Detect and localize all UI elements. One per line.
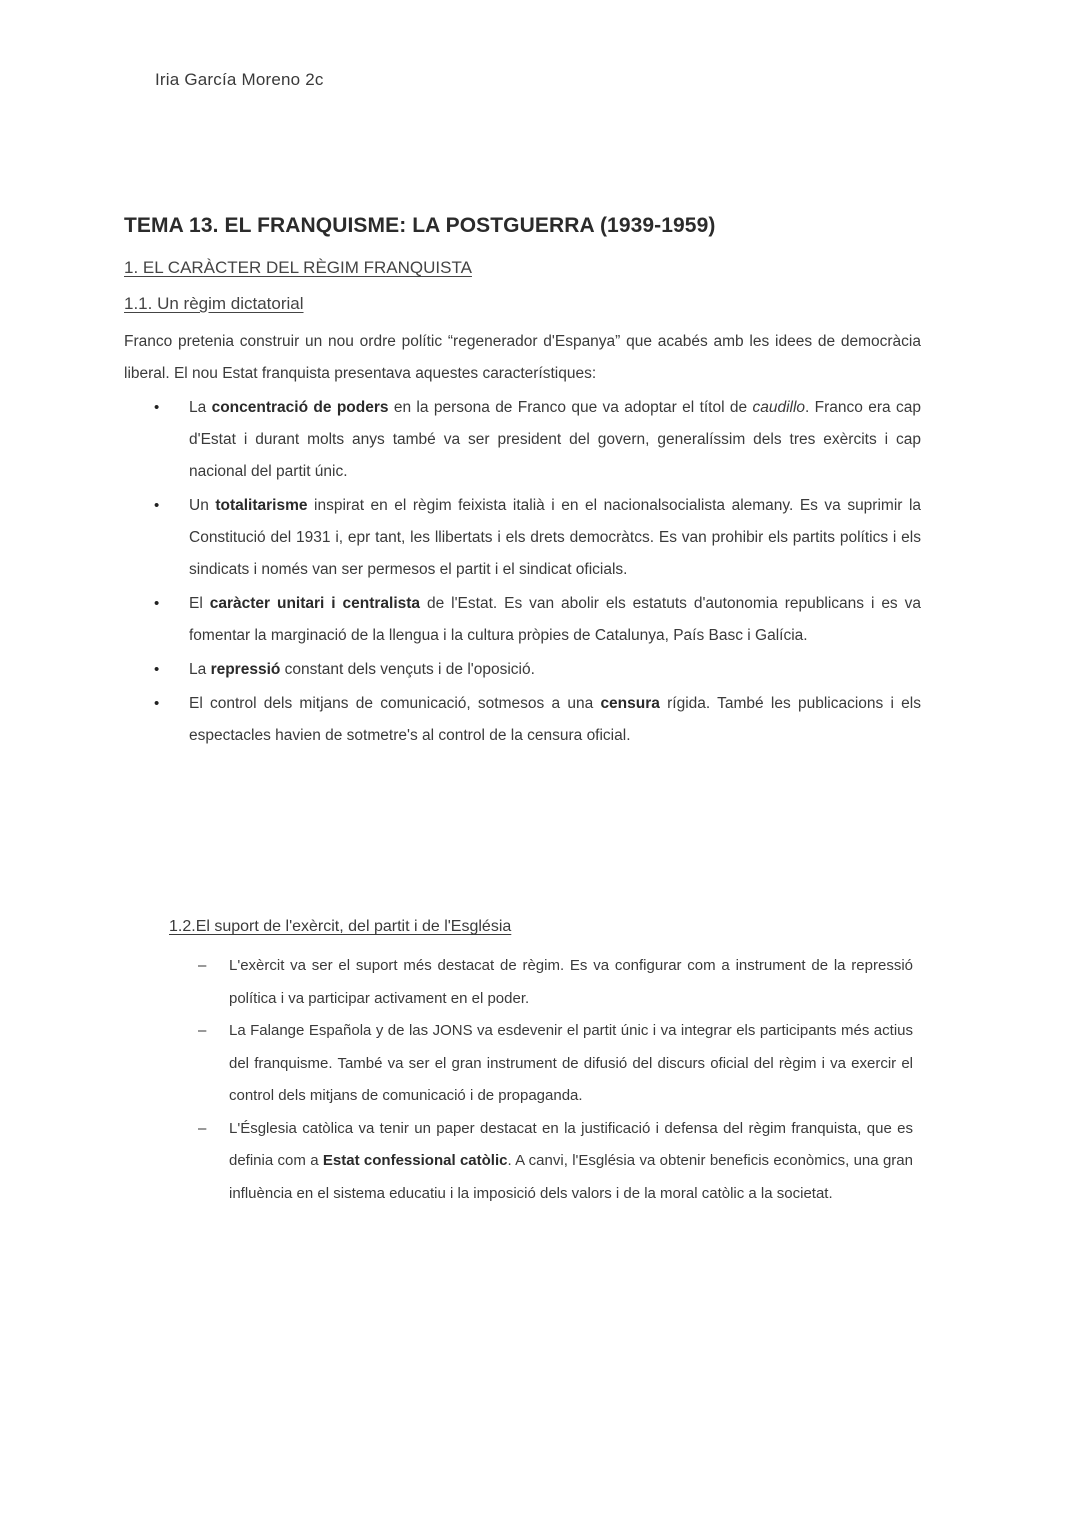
bullet-icon: • [154,695,160,712]
dash-icon: – [198,957,207,974]
list-item: – La Falange Española y de las JONS va esdevenir el partit únic i va integrar els participants més actius del franquisme. També va ser el gran instrument de difusió del discurs oficial del règim i va exercir el control dels mitjans de comunicació i de propaganda. [196,1015,913,1113]
document-title: TEMA 13. EL FRANQUISME: LA POSTGUERRA (1939-1959) [124,214,716,237]
list-item: • El caràcter unitari i centralista de l'Estat. Es van abolir els estatuts d'autonomia republicans i es va fomentar la marginació de la llengua i la cultura pròpies de Catalunya, País Basc i Galícia. [150,588,921,652]
support-list [196,950,913,1210]
author-name: Iria García Moreno 2c [155,70,324,89]
list-item: – L'Ésglesia catòlica va tenir un paper destacat en la justificació i defensa del règim franquista, que es definia com a Estat confessional catòlic. A canvi, l'Església va obtenir beneficis econòmics, una gran influència en el sistema educatiu i la imposició dels valors i de la moral catòlic a la societat. [196,1113,913,1211]
section-heading: 1. EL CARÀCTER DEL RÈGIM FRANQUISTA [124,258,472,277]
list-item: • Un totalitarisme inspirat en el règim feixista italià i en el nacionalsocialista alemany. Es va suprimir la Constitució del 1931 i, epr tant, les llibertats i els drets democràtcs. Es van prohibir els partits polítics i els sindicats i només van ser permesos el partit i el sindicat oficials. [150,490,921,586]
list-item: • El control dels mitjans de comunicació, sotmesos a una censura rígida. També les publicacions i els espectacles havien de sotmetre's al control de la censura oficial. [150,688,921,752]
list-item: – L'exèrcit va ser el suport més destacat de règim. Es va configurar com a instrument de la repressió política i va participar activament en el poder. [196,950,913,1015]
characteristics-list [150,392,921,754]
list-item: • La repressió constant dels vençuts i de l'oposició. [150,654,921,686]
bullet-icon: • [154,661,160,678]
intro-paragraph: Franco pretenia construir un nou ordre polític “regenerador d'Espanya” que acabés amb les idees de democràcia liberal. El nou Estat franquista presentava aquestes característiques: [124,333,921,382]
dash-icon: – [198,1119,207,1137]
bullet-icon: • [154,399,160,416]
list-item: • La concentració de poders en la persona de Franco que va adoptar el títol de caudillo. Franco era cap d'Estat i durant molts anys també va ser president del govern, generalíssim dels tres exèrcits i cap nacional del partit únic. [150,392,921,488]
bullet-icon: • [154,595,160,612]
bullet-icon: • [154,497,160,514]
subsection-heading-1-1: 1.1. Un règim dictatorial [124,294,304,313]
subsection-heading-1-2: 1.2.El suport de l'exèrcit, del partit i de l'Església [169,918,512,935]
dash-icon: – [198,1022,207,1039]
